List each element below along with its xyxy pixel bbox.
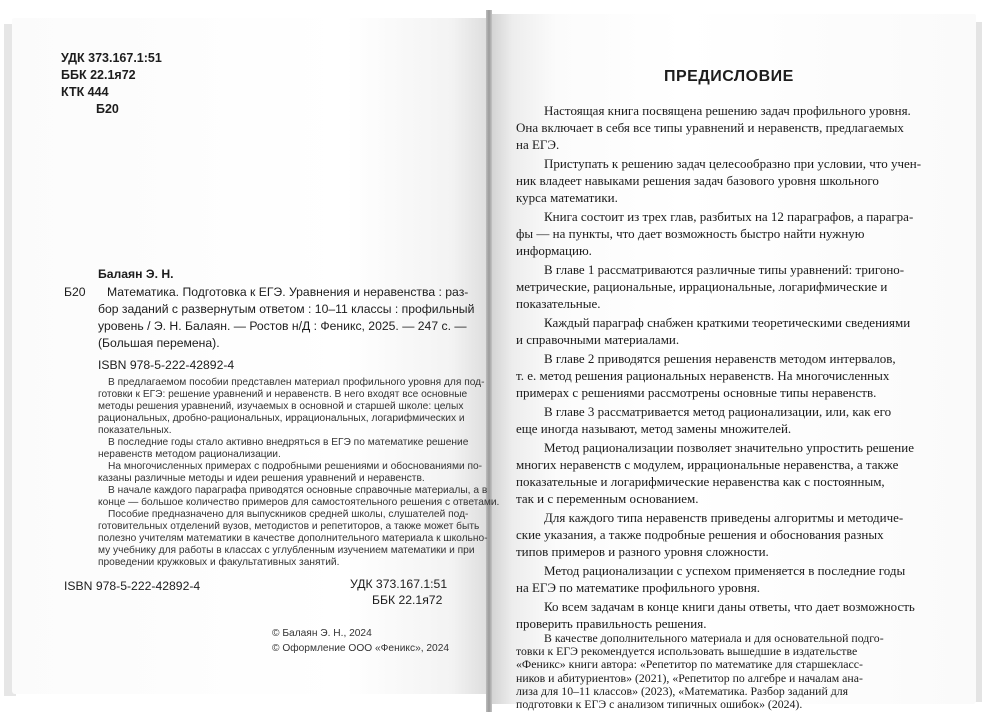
book-spine <box>486 10 492 712</box>
bbk-code: ББК 22.1я72 <box>61 68 136 82</box>
annotation-line: Пособие предназначено для выпускников средней школы, слушателей под- <box>108 509 469 520</box>
text-line: Книга состоит из трех глав, разбитых на 12 параграфов, а парагра- <box>544 209 914 224</box>
text-line: показательные. <box>516 296 601 311</box>
bib-line: Математика. Подготовка к ЕГЭ. Уравнения и неравенства : раз- <box>107 285 469 299</box>
text-line: проверить правильность решения. <box>516 616 707 631</box>
text-line: товки к ЕГЭ рекомендуется использовать вышедшие в издательстве <box>516 644 858 659</box>
bib-line: (Большая перемена). <box>98 336 220 350</box>
annotation-line: показательных. <box>98 425 172 436</box>
text-line: В качестве дополнительного материала и для основательной подго- <box>544 631 884 645</box>
annotation-line: В последние годы стало активно внедряться в ЕГЭ по математике решение <box>108 437 469 448</box>
ktk-code: КТК 444 <box>61 85 109 99</box>
text-line: фы — на пункты, что дает возможность быстро найти нужную <box>516 226 865 241</box>
annotation-line: рациональных, дробно-рациональных, иррациональных, логарифмических и <box>98 413 465 424</box>
text-line: Метод рационализации с успехом применяется в последние годы <box>544 563 906 578</box>
text-line: еще иногда называют, метод замены множителей. <box>516 421 792 436</box>
bbk-bottom: ББК 22.1я72 <box>372 593 443 607</box>
author-sign-code: Б20 <box>96 102 119 116</box>
text-line: ские указания, а также подробные решения и обоснования разных <box>516 527 884 542</box>
text-line: Ко всем задачам в конце книги даны ответы, что дает возможность <box>544 599 915 614</box>
text-line: примерах с решениями рассмотрены основные типы неравенств. <box>516 385 877 400</box>
text-line: т. е. метод решения рациональных неравенств. На многочисленных <box>516 368 890 383</box>
isbn-top: ISBN 978-5-222-42892-4 <box>98 358 235 372</box>
annotation-line: му учебнику для работы в классах с углубленным изучением математики и при <box>98 545 475 556</box>
text-line: ников и абитуриентов» (2021), «Репетитор по алгебре и началам ана- <box>516 670 863 685</box>
isbn-bottom: ISBN 978-5-222-42892-4 <box>64 579 201 593</box>
annotation-line: казаны различные методы и идеи решения уравнений и неравенств. <box>98 473 425 484</box>
annotation-line: готовительных отделений вузов, методистов и репетиторов, а также может быть <box>98 521 480 532</box>
text-line: подготовки к ЕГЭ с анализом типичных ошибок» (2024). <box>516 697 803 711</box>
udk-code: УДК 373.167.1:51 <box>61 51 162 65</box>
text-line: Метод рационализации позволяет значительно упростить решение <box>544 440 914 455</box>
text-line: Настоящая книга посвящена решению задач профильного уровня. <box>544 103 911 118</box>
annotation-line: В начале каждого параграфа приводятся основные справочные материалы, а в <box>108 485 488 496</box>
text-line: «Феникс» книги автора: «Репетитор по математике для старшекласс- <box>516 657 863 672</box>
text-line: типов примеров и разного уровня сложности. <box>516 544 769 559</box>
text-line: многих неравенств с модулем, иррациональные неравенства, а также <box>516 457 899 472</box>
text-line: на ЕГЭ по математике профильного уровня. <box>516 580 761 595</box>
bib-code: Б20 <box>64 285 86 299</box>
copyright-author: © Балаян Э. Н., 2024 <box>272 628 372 639</box>
udk-bottom: УДК 373.167.1:51 <box>350 577 448 591</box>
text-line: Она включает в себя все типы уравнений и неравенств, предлагаемых <box>516 120 904 135</box>
bib-line: бор заданий с развернутым ответом : 10–11 классы : профильный <box>98 302 475 316</box>
bib-line: уровень / Э. Н. Балаян. — Ростов н/Д : Феникс, 2025. — 247 с. — <box>98 319 467 333</box>
annotation-line: В предлагаемом пособии представлен материал профильного уровня для под- <box>108 377 485 388</box>
annotation-line: проведении кружковых и факультативных занятий. <box>98 557 340 568</box>
text-line: и справочными материалами. <box>516 332 680 347</box>
text-line: показательные и логарифмические неравенства как с постоянным, <box>516 474 885 489</box>
text-line: В главе 2 приводятся решения неравенств методом интервалов, <box>544 351 896 366</box>
text-line: так и с переменным основанием. <box>516 491 699 506</box>
text-line: курса математики. <box>516 190 618 205</box>
text-line: Для каждого типа неравенств приведены алгоритмы и методиче- <box>544 510 904 525</box>
text-line: на ЕГЭ. <box>516 137 560 152</box>
annotation-line: неравенств методом рационализации. <box>98 449 281 460</box>
text-line: Приступать к решению задач целесообразно при условии, что учен- <box>544 156 922 171</box>
text-line: Каждый параграф снабжен краткими теоретическими сведениями <box>544 315 911 330</box>
text-line: В главе 1 рассматриваются различные типы уравнений: тригоно- <box>544 262 905 277</box>
page-title: ПРЕДИСЛОВИЕ <box>664 68 794 85</box>
annotation-line: На многочисленных примерах с подробными решениями и обоснованиями по- <box>108 461 483 472</box>
text-line: В главе 3 рассматривается метод рационализации, или, как его <box>544 404 892 419</box>
text-line: лиза для 10–11 классов» (2023), «Математика. Разбор заданий для <box>516 683 849 698</box>
text-line: метрические, рациональные, иррациональные, логарифмические и <box>516 279 888 294</box>
annotation-line: готовки к ЕГЭ: решение уравнений и неравенств. В него входят все основные <box>98 389 468 400</box>
author-name: Балаян Э. Н. <box>98 267 174 281</box>
text-line: ник владеет навыками решения задач базового уровня школьного <box>516 173 879 188</box>
annotation-line: конце — большое количество примеров для самостоятельного решения с ответами. <box>98 497 500 508</box>
annotation-line: полезно учителям математики в качестве дополнительного материала к школьно- <box>98 533 488 544</box>
annotation-line: методы решения уравнений, изучаемых в основной и старшей школе: целых <box>98 401 464 412</box>
copyright-publisher: © Оформление ООО «Феникс», 2024 <box>272 643 450 654</box>
text-line: информацию. <box>516 243 592 258</box>
